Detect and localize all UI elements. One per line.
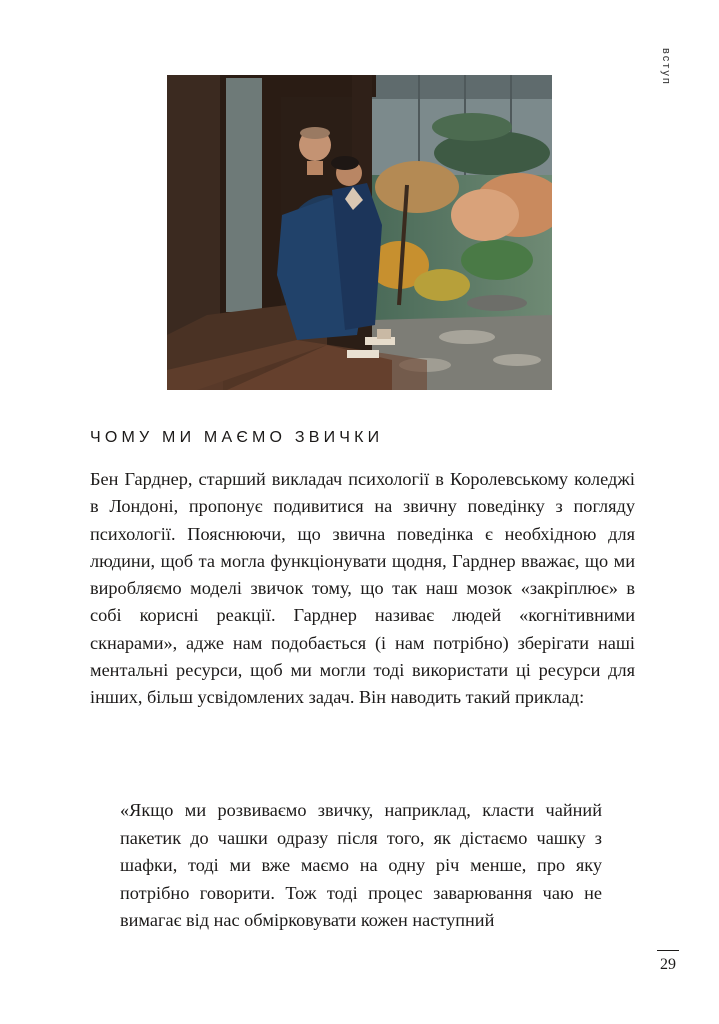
running-head: вступ [660, 48, 672, 86]
section-title: ЧОМУ МИ МАЄМО ЗВИЧКИ [90, 429, 384, 446]
body-paragraph: Бен Гарднер, старший викладач психології в Королевському коледжі в Лондоні, пропонує подивитися на звичну поведінку з погляду психології. Пояснюючи, що звична поведінка є необхідною для людини, щоб та могла функціонувати щодня, Гарднер вважає, що ми виробляємо моделі звичок тому, що так наш мозок «закріплює» в собі корисні реакції. Гарднер називає людей «когнітивними скнарами», адже нам подобається (і нам потрібно) зберігати наші ментальні ресурси, щоб ми могли тоді використати ці ресурси для інших, більш усвідомлених задач. Він наводить такий приклад: [90, 469, 635, 708]
page-number-rule [657, 950, 679, 951]
photo-illustration [167, 75, 552, 390]
page-number: 29 [660, 956, 676, 973]
photo-couple-kimono-garden [167, 75, 552, 390]
block-quote: «Якщо ми розвиваємо звичку, наприклад, класти чайний пакетик до чашки одразу після того, як дістаємо чашку з шафки, тоді ми вже маємо на одну річ менше, про яку потрібно говорити. Тож тоді процес заварювання чаю не вимагає від нас обмірковувати кожен наступний [120, 800, 602, 930]
